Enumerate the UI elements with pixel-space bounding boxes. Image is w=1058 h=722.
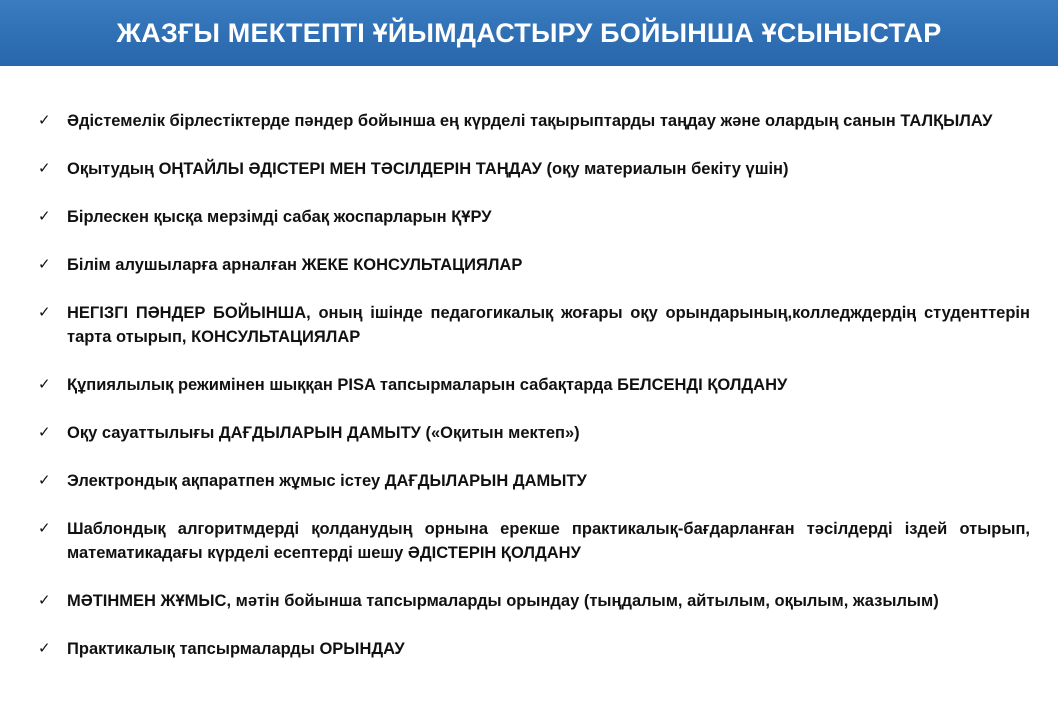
item-text: Оқытудың [67,160,159,178]
item-text: , мәтін бойынша тапсырмаларды орындау (тыңдалым, айтылым, оқылым, жазылым) [226,592,939,610]
item-emphasis: БЕЛСЕНДІ ҚОЛДАНУ [617,376,788,394]
item-emphasis: ЖЕКЕ КОНСУЛЬТАЦИЯЛАР [301,256,523,274]
list-item [38,373,1030,397]
page-title: ЖАЗҒЫ МЕКТЕПТІ ҰЙЫМДАСТЫРУ БОЙЫНША ҰСЫНЫСТАР [116,17,942,48]
checkmark-icon: ✓ [38,208,51,225]
item-text: («Оқитын мектеп») [420,424,580,442]
list-item [38,637,1030,661]
list-item [38,301,1030,349]
item-text: Білім алушыларға арналған [67,256,302,274]
item-text: Шаблондық алгоритмдерді қолданудың орнына ерекше практикалық-бағдарланған тәсілдерді іздей отырып, математикадағы күрделі есептерді шешу [67,520,1030,562]
item-text: , оның ішінде педагогикалық жоғары оқу орындарының,колледждердің студенттерін тарта отырып, [67,304,1030,346]
list-item [38,205,1030,229]
recommendations-list [38,109,1030,685]
item-text: Практикалық тапсырмаларды [67,640,320,658]
item-emphasis: ӘДІСТЕРІН ҚОЛДАНУ [407,544,581,562]
list-item [38,109,1030,133]
checkmark-icon: ✓ [38,592,51,609]
item-text: Әдістемелік бірлестіктерде пәндер бойынша ең күрделі тақырыптарды таңдау және олардың санын [67,112,901,130]
list-item [38,157,1030,181]
item-text: Оқу сауаттылығы [67,424,219,442]
checkmark-icon: ✓ [38,112,51,129]
checkmark-icon: ✓ [38,160,51,177]
list-item [38,469,1030,493]
checkmark-icon: ✓ [38,520,51,537]
item-emphasis: НЕГІЗГІ ПӘНДЕР БОЙЫНША [67,304,307,322]
item-emphasis: ДАҒДЫЛАРЫН ДАМЫТУ [384,472,587,490]
checkmark-icon: ✓ [38,640,51,657]
checkmark-icon: ✓ [38,256,51,273]
item-emphasis: КОНСУЛЬТАЦИЯЛАР [191,328,361,346]
list-item [38,253,1030,277]
item-text: Электрондық ақпаратпен жұмыс істеу [67,472,385,490]
checkmark-icon: ✓ [38,304,51,321]
item-emphasis: ОРЫНДАУ [319,640,405,658]
item-emphasis: ТАЛҚЫЛАУ [900,112,993,130]
list-item [38,517,1030,565]
item-emphasis: ҚҰРУ [451,208,492,226]
item-emphasis: ДАҒДЫЛАРЫН ДАМЫТУ [218,424,421,442]
list-item [38,589,1030,613]
item-text: Құпиялылық режимінен шыққан PISA тапсырмаларын сабақтарда [67,376,618,394]
item-text: (оқу материалын бекіту үшін) [541,160,789,178]
item-emphasis: МӘТІНМЕН ЖҰМЫС [67,592,227,610]
list-item [38,421,1030,445]
checkmark-icon: ✓ [38,376,51,393]
checkmark-icon: ✓ [38,472,51,489]
title-banner [0,0,1058,66]
item-emphasis: ОҢТАЙЛЫ ӘДІСТЕРІ МЕН ТӘСІЛДЕРІН ТАҢДАУ [158,160,542,178]
checkmark-icon: ✓ [38,424,51,441]
item-text: Бірлескен қысқа мерзімді сабақ жоспарларын [67,208,452,226]
